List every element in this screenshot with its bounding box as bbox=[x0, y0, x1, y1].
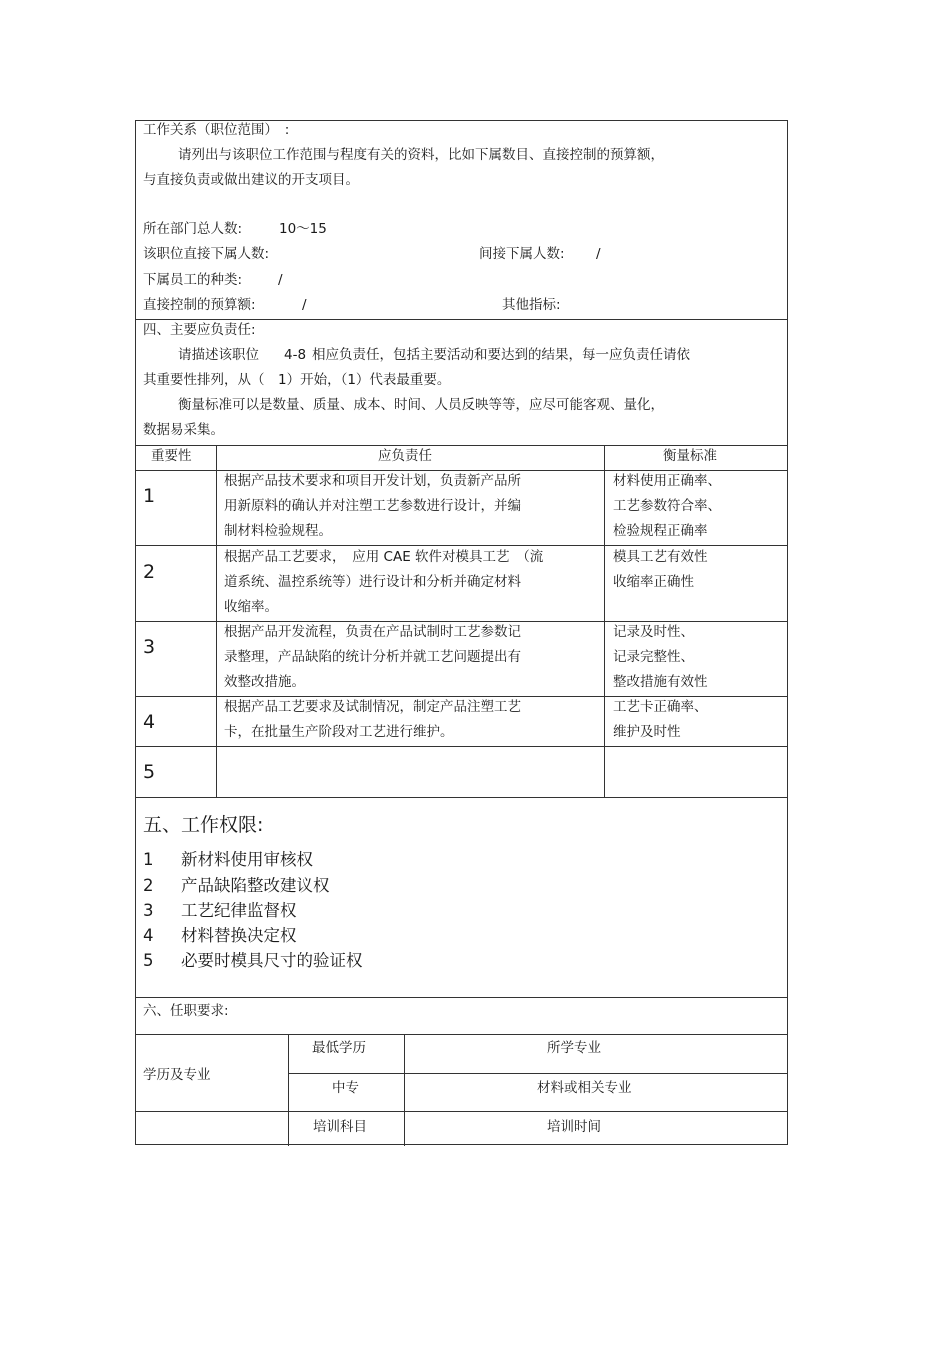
authority-item-text: 材料替换决定权 bbox=[181, 926, 297, 945]
budget-label: 直接控制的预算额: bbox=[143, 297, 256, 313]
divider bbox=[136, 445, 787, 446]
authority-item-number: 5 bbox=[143, 951, 154, 970]
edu-label: 学历及专业 bbox=[143, 1067, 211, 1083]
dept-total-value: 10～15 bbox=[279, 221, 327, 237]
divider bbox=[136, 470, 787, 471]
header-duty: 应负责任 bbox=[378, 448, 432, 464]
row-number: 1 bbox=[143, 485, 156, 507]
divider bbox=[216, 445, 217, 797]
training-time-header: 培训时间 bbox=[547, 1119, 601, 1135]
min-edu-value: 中专 bbox=[332, 1080, 359, 1096]
training-subject-header: 培训科目 bbox=[313, 1119, 367, 1135]
divider bbox=[136, 746, 787, 747]
measure-line: 维护及时性 bbox=[613, 724, 681, 740]
other-indicators-label: 其他指标: bbox=[502, 297, 561, 313]
row-number: 4 bbox=[143, 711, 156, 733]
duties-desc-line1b: 4-8 bbox=[284, 347, 307, 363]
indirect-sub-label: 间接下属人数: bbox=[479, 246, 565, 262]
header-importance: 重要性 bbox=[151, 448, 192, 464]
duties-desc-line1a: 请描述该职位 bbox=[178, 347, 259, 363]
major-value: 材料或相关专业 bbox=[537, 1080, 632, 1096]
authority-item-number: 1 bbox=[143, 850, 154, 869]
measure-line: 收缩率正确性 bbox=[613, 574, 694, 590]
duty-line: 效整改措施。 bbox=[224, 674, 305, 690]
authority-item-text: 工艺纪律监督权 bbox=[181, 901, 297, 920]
divider bbox=[136, 997, 787, 998]
measure-line: 模具工艺有效性 bbox=[613, 549, 708, 565]
duty-line: 用新原料的确认并对注塑工艺参数进行设计，并编 bbox=[224, 498, 521, 514]
requirements-title: 六、任职要求: bbox=[143, 1003, 229, 1019]
divider bbox=[136, 1034, 787, 1035]
job-description-form bbox=[135, 120, 788, 1145]
divider bbox=[404, 1034, 405, 1146]
duties-desc-line4: 数据易采集。 bbox=[143, 422, 224, 438]
authority-item-number: 4 bbox=[143, 926, 154, 945]
divider bbox=[136, 797, 787, 798]
measure-line: 工艺参数符合率、 bbox=[613, 498, 721, 514]
sub-type-label: 下属员工的种类: bbox=[143, 272, 243, 288]
divider bbox=[136, 545, 787, 546]
measure-line: 检验规程正确率 bbox=[613, 523, 708, 539]
row-number: 2 bbox=[143, 561, 156, 583]
measure-line: 记录及时性、 bbox=[613, 624, 694, 640]
duty-line: 根据产品技术要求和项目开发计划，负责新产品所 bbox=[224, 473, 521, 489]
duty-line: 根据产品工艺要求， 应用 CAE 软件对模具工艺 （流 bbox=[224, 549, 544, 565]
major-header: 所学专业 bbox=[547, 1040, 601, 1056]
indirect-sub-value: / bbox=[596, 246, 601, 262]
divider bbox=[288, 1073, 787, 1074]
measure-line: 记录完整性、 bbox=[613, 649, 694, 665]
duty-line: 根据产品开发流程，负责在产品试制时工艺参数记 bbox=[224, 624, 521, 640]
duties-desc-line2: 其重要性排列，从（ 1）开始，（1）代表最重要。 bbox=[143, 372, 451, 388]
divider bbox=[136, 319, 787, 320]
divider bbox=[136, 1111, 787, 1112]
divider bbox=[136, 696, 787, 697]
authority-item-text: 必要时模具尺寸的验证权 bbox=[181, 951, 363, 970]
duty-line: 录整理，产品缺陷的统计分析并就工艺问题提出有 bbox=[224, 649, 521, 665]
measure-line: 工艺卡正确率、 bbox=[613, 699, 708, 715]
row-number: 3 bbox=[143, 636, 156, 658]
divider bbox=[604, 445, 605, 797]
authority-title: 五、工作权限: bbox=[143, 814, 264, 836]
row-number: 5 bbox=[143, 761, 156, 783]
relations-desc-line1: 请列出与该职位工作范围与程度有关的资料，比如下属数目、直接控制的预算额， bbox=[178, 147, 664, 163]
measure-line: 材料使用正确率、 bbox=[613, 473, 721, 489]
duties-desc-line1c: 相应负责任，包括主要活动和要达到的结果，每一应负责任请依 bbox=[312, 347, 690, 363]
duties-desc-line3: 衡量标准可以是数量、质量、成本、时间、人员反映等等，应尽可能客观、量化， bbox=[178, 397, 664, 413]
sub-type-value: / bbox=[278, 272, 283, 288]
measure-line: 整改措施有效性 bbox=[613, 674, 708, 690]
duty-line: 道系统、温控系统等）进行设计和分析并确定材料 bbox=[224, 574, 521, 590]
authority-item-number: 3 bbox=[143, 901, 154, 920]
authority-item-text: 产品缺陷整改建议权 bbox=[181, 876, 330, 895]
relations-desc-line2: 与直接负责或做出建议的开支项目。 bbox=[143, 172, 359, 188]
direct-sub-label: 该职位直接下属人数: bbox=[143, 246, 270, 262]
duty-line: 制材料检验规程。 bbox=[224, 523, 332, 539]
divider bbox=[288, 1034, 289, 1146]
min-edu-header: 最低学历 bbox=[312, 1040, 366, 1056]
authority-item-number: 2 bbox=[143, 876, 154, 895]
dept-total-label: 所在部门总人数: bbox=[143, 221, 243, 237]
duties-title: 四、主要应负责任: bbox=[143, 322, 256, 338]
duty-line: 根据产品工艺要求及试制情况，制定产品注塑工艺 bbox=[224, 699, 521, 715]
authority-item-text: 新材料使用审核权 bbox=[181, 850, 313, 869]
duty-line: 收缩率。 bbox=[224, 599, 278, 615]
budget-value: / bbox=[302, 297, 307, 313]
duty-line: 卡，在批量生产阶段对工艺进行维护。 bbox=[224, 724, 454, 740]
header-measure: 衡量标准 bbox=[663, 448, 717, 464]
divider bbox=[136, 621, 787, 622]
relations-title: 工作关系（职位范围） : bbox=[143, 122, 290, 138]
